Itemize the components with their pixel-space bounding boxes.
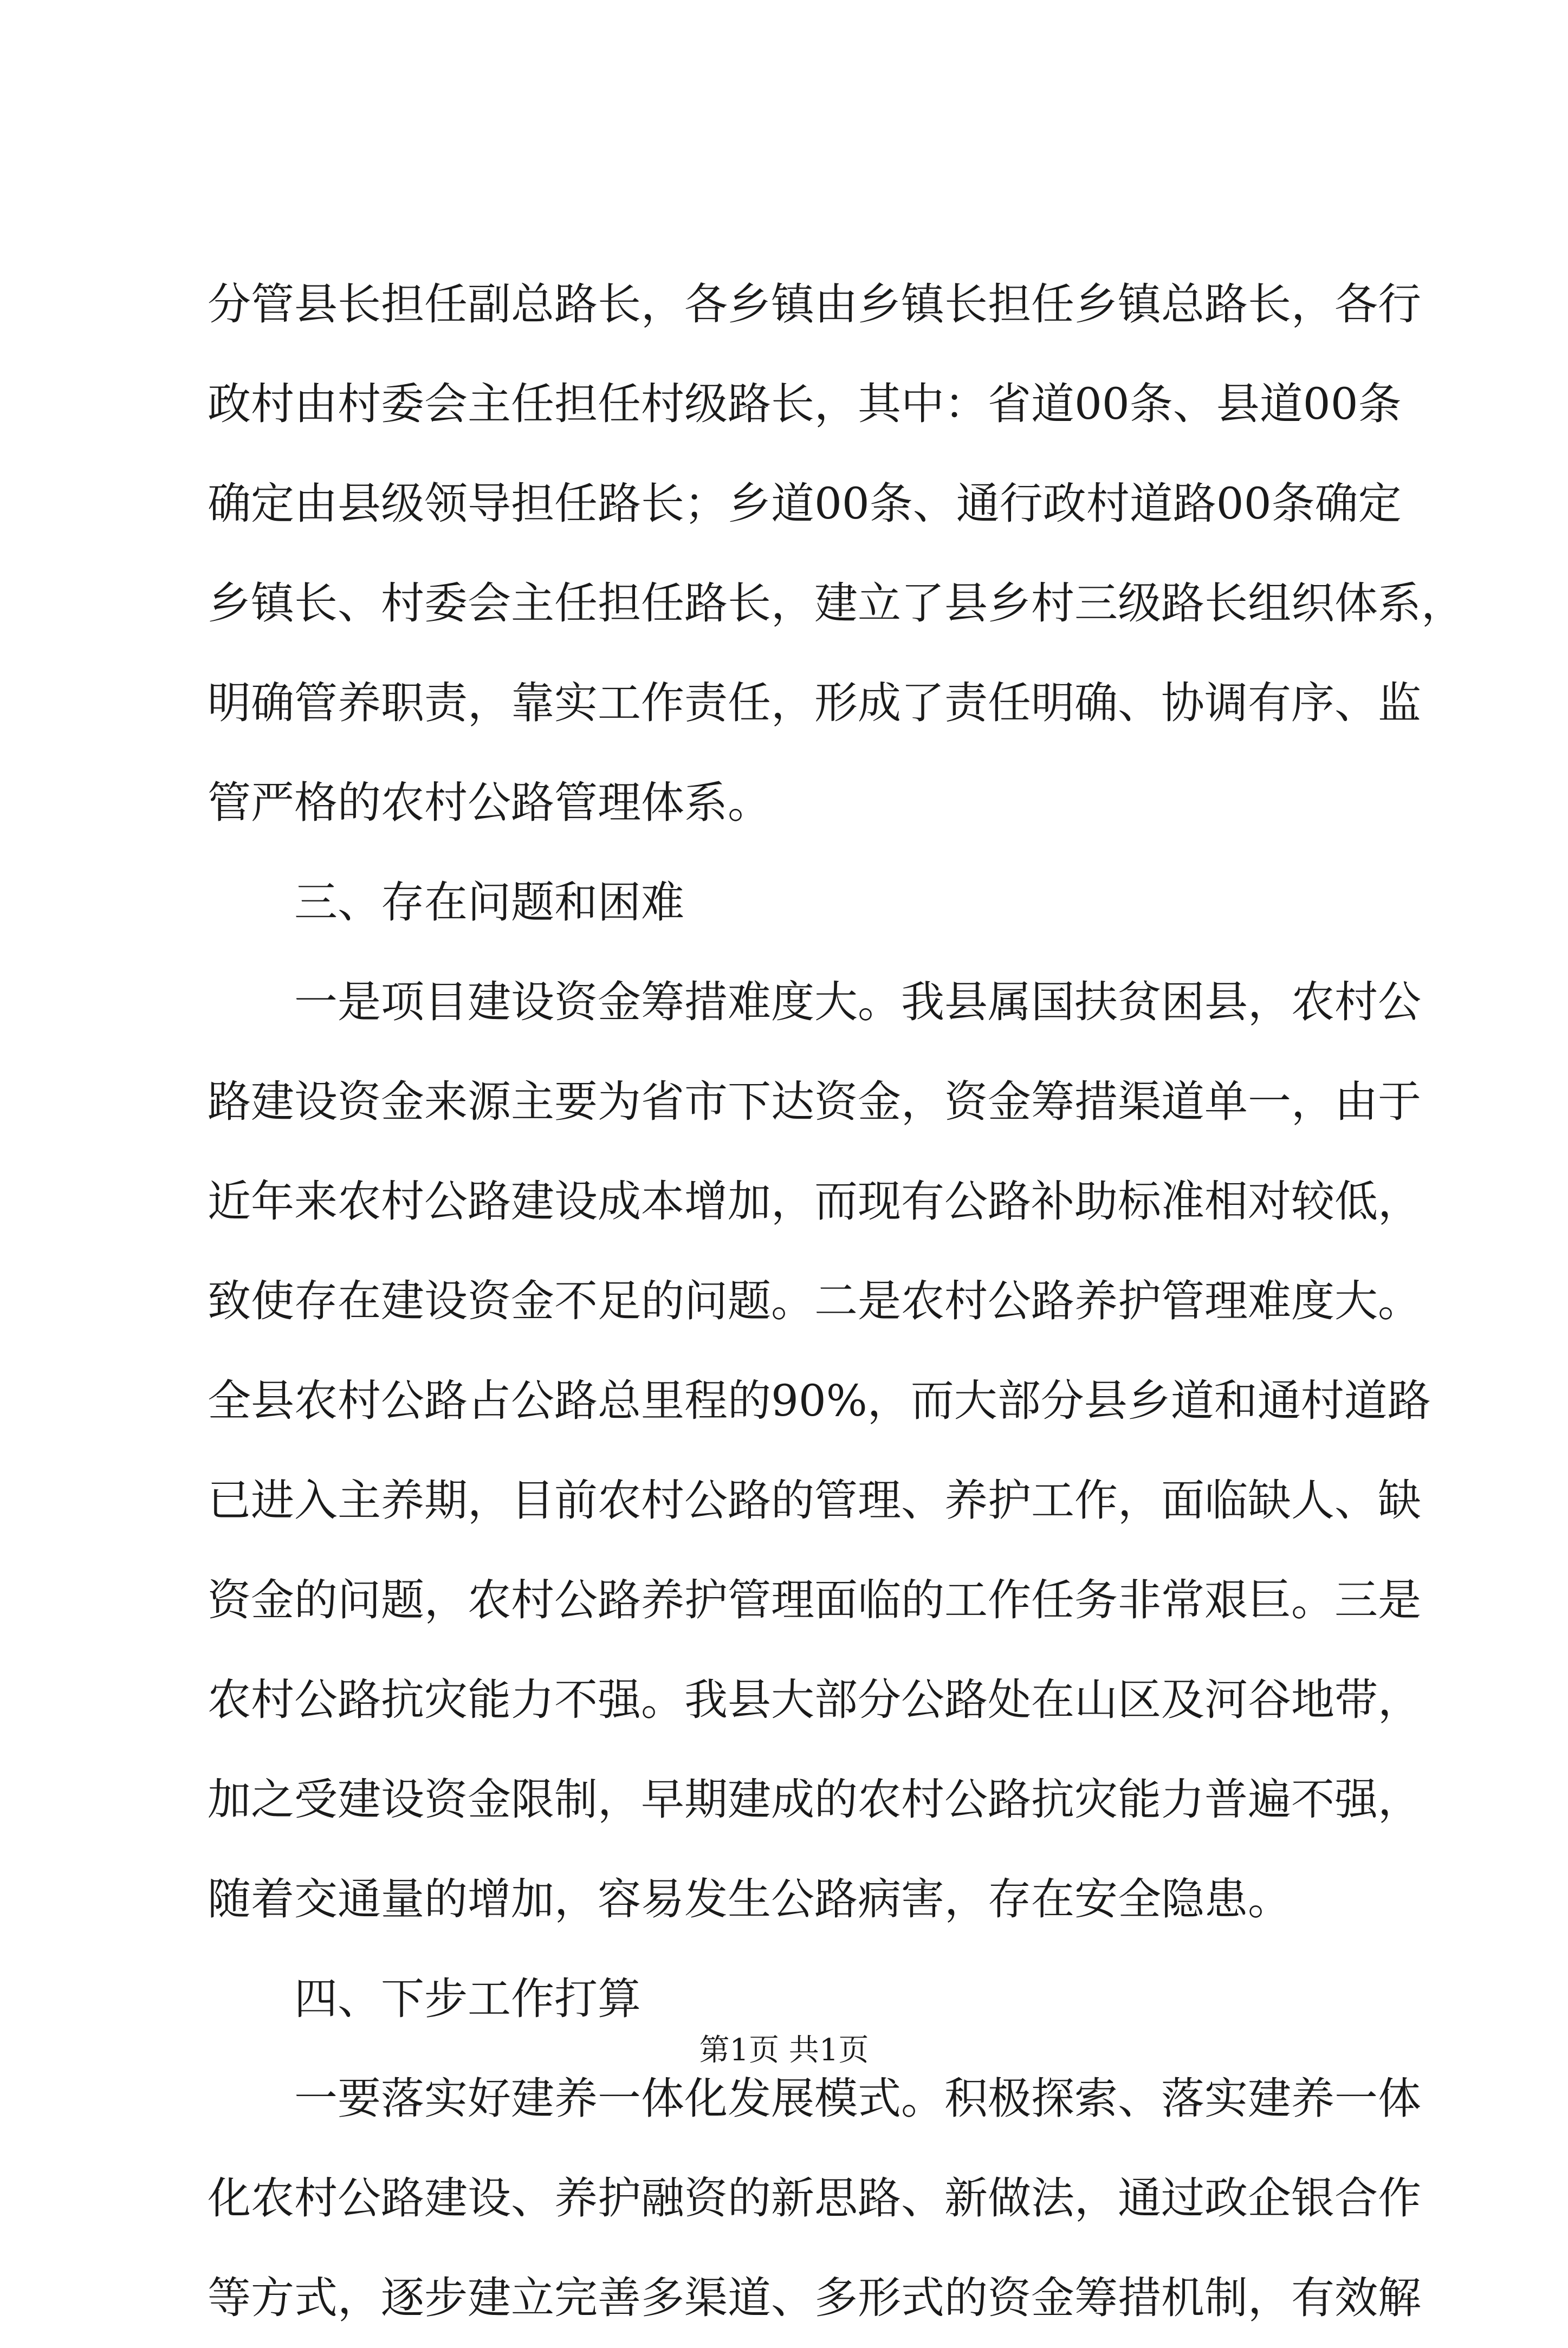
page-footer xyxy=(0,2029,1568,2072)
text-line: 全县农村公路占公路总里程的90%，而大部分县乡道和通村道路 xyxy=(208,1376,1431,1426)
text-line: 分管县长担任副总路长，各乡镇由乡镇长担任乡镇总路长，各行 xyxy=(208,279,1421,329)
text-line: 路建设资金来源主要为省市下达资金，资金筹措渠道单一，由于 xyxy=(208,1076,1421,1127)
section-heading: 四、下步工作打算 xyxy=(294,1974,641,2024)
text-line: 近年来农村公路建设成本增加，而现有公路补助标准相对较低， xyxy=(208,1176,1421,1227)
text-line: 等方式，逐步建立完善多渠道、多形式的资金筹措机制，有效解 xyxy=(208,2273,1421,2323)
text-line: 加之受建设资金限制，早期建成的农村公路抗灾能力普遍不强， xyxy=(208,1774,1421,1825)
text-line: 农村公路抗灾能力不强。我县大部分公路处在山区及河谷地带， xyxy=(208,1675,1421,1725)
text-line: 随着交通量的增加，容易发生公路病害，存在安全隐患。 xyxy=(208,1874,1291,1924)
text-line: 确定由县级领导担任路长；乡道00条、通行政村道路00条确定 xyxy=(208,478,1402,529)
text-line: 致使存在建设资金不足的问题。二是农村公路养护管理难度大。 xyxy=(208,1276,1421,1326)
text-line: 政村由村委会主任担任村级路长，其中：省道00条、县道00条 xyxy=(208,379,1402,429)
text-line: 化农村公路建设、养护融资的新思路、新做法，通过政企银合作 xyxy=(208,2173,1421,2223)
text-line: 管严格的农村公路管理体系。 xyxy=(208,777,771,828)
section-heading: 三、存在问题和困难 xyxy=(294,877,684,927)
text-line: 资金的问题，农村公路养护管理面临的工作任务非常艰巨。三是 xyxy=(208,1575,1421,1625)
text-line: 乡镇长、村委会主任担任路长，建立了县乡村三级路长组织体系， xyxy=(208,578,1465,628)
text-line: 一是项目建设资金筹措难度大。我县属国扶贫困县，农村公 xyxy=(294,977,1421,1027)
text-line: 一要落实好建养一体化发展模式。积极探索、落实建养一体 xyxy=(294,2073,1421,2124)
text-line: 已进入主养期，目前农村公路的管理、养护工作，面临缺人、缺 xyxy=(208,1475,1421,1526)
text-line: 明确管养职责，靠实工作责任，形成了责任明确、协调有序、监 xyxy=(208,678,1421,728)
page-number-label: 第1页 共1页 xyxy=(699,2033,869,2068)
